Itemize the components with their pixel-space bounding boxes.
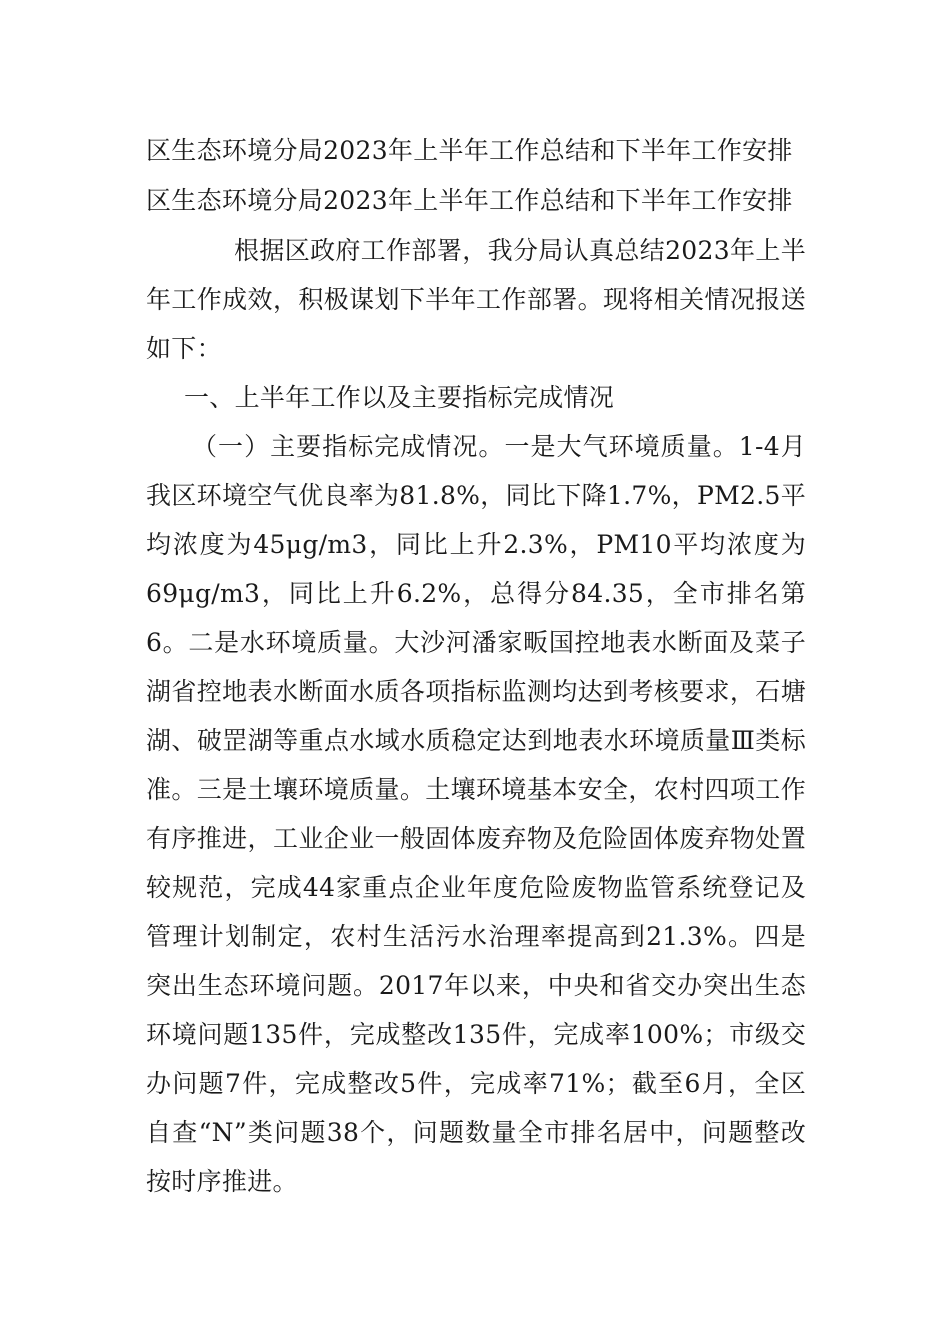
section-heading: 一、上半年工作以及主要指标完成情况 xyxy=(184,383,615,412)
document-body xyxy=(146,126,806,1206)
intro-paragraph: 根据区政府工作部署，我分局认真总结2023年上半年工作成效，积极谋划下半年工作部署。现将相关情况报送如下： xyxy=(146,236,806,363)
document-title-repeat: 区生态环境分局2023年上半年工作总结和下半年工作安排 xyxy=(146,186,793,215)
section-body-paragraph: （一）主要指标完成情况。一是大气环境质量。1-4月我区环境空气优良率为81.8%，同比下降1.7%，PM2.5平均浓度为45μg/m3，同比上升2.3%，PM10平均浓度为69μg/m3，同比上升6.2%，总得分84.35，全市排名第6。二是水环境质量。大沙河潘家畈国控地表水断面及菜子湖省控地表水断面水质各项指标监测均达到考核要求，石塘湖、破罡湖等重点水域水质稳定达到地表水环境质量Ⅲ类标准。三是土壤环境质量。土壤环境基本安全，农村四项工作有序推进，工业企业一般固体废弃物及危险固体废弃物处置较规范，完成44家重点企业年度危险废物监管系统登记及管理计划制定，农村生活污水治理率提高到21.3%。四是突出生态环境问题。2017年以来，中央和省交办突出生态环境问题135件，完成整改135件，完成率100%；市级交办问题7件，完成整改5件，完成率71%；截至6月，全区自查“N”类问题38个，问题数量全市排名居中，问题整改按时序推进。 xyxy=(146,432,806,1196)
document-title: 区生态环境分局2023年上半年工作总结和下半年工作安排 xyxy=(146,136,793,165)
